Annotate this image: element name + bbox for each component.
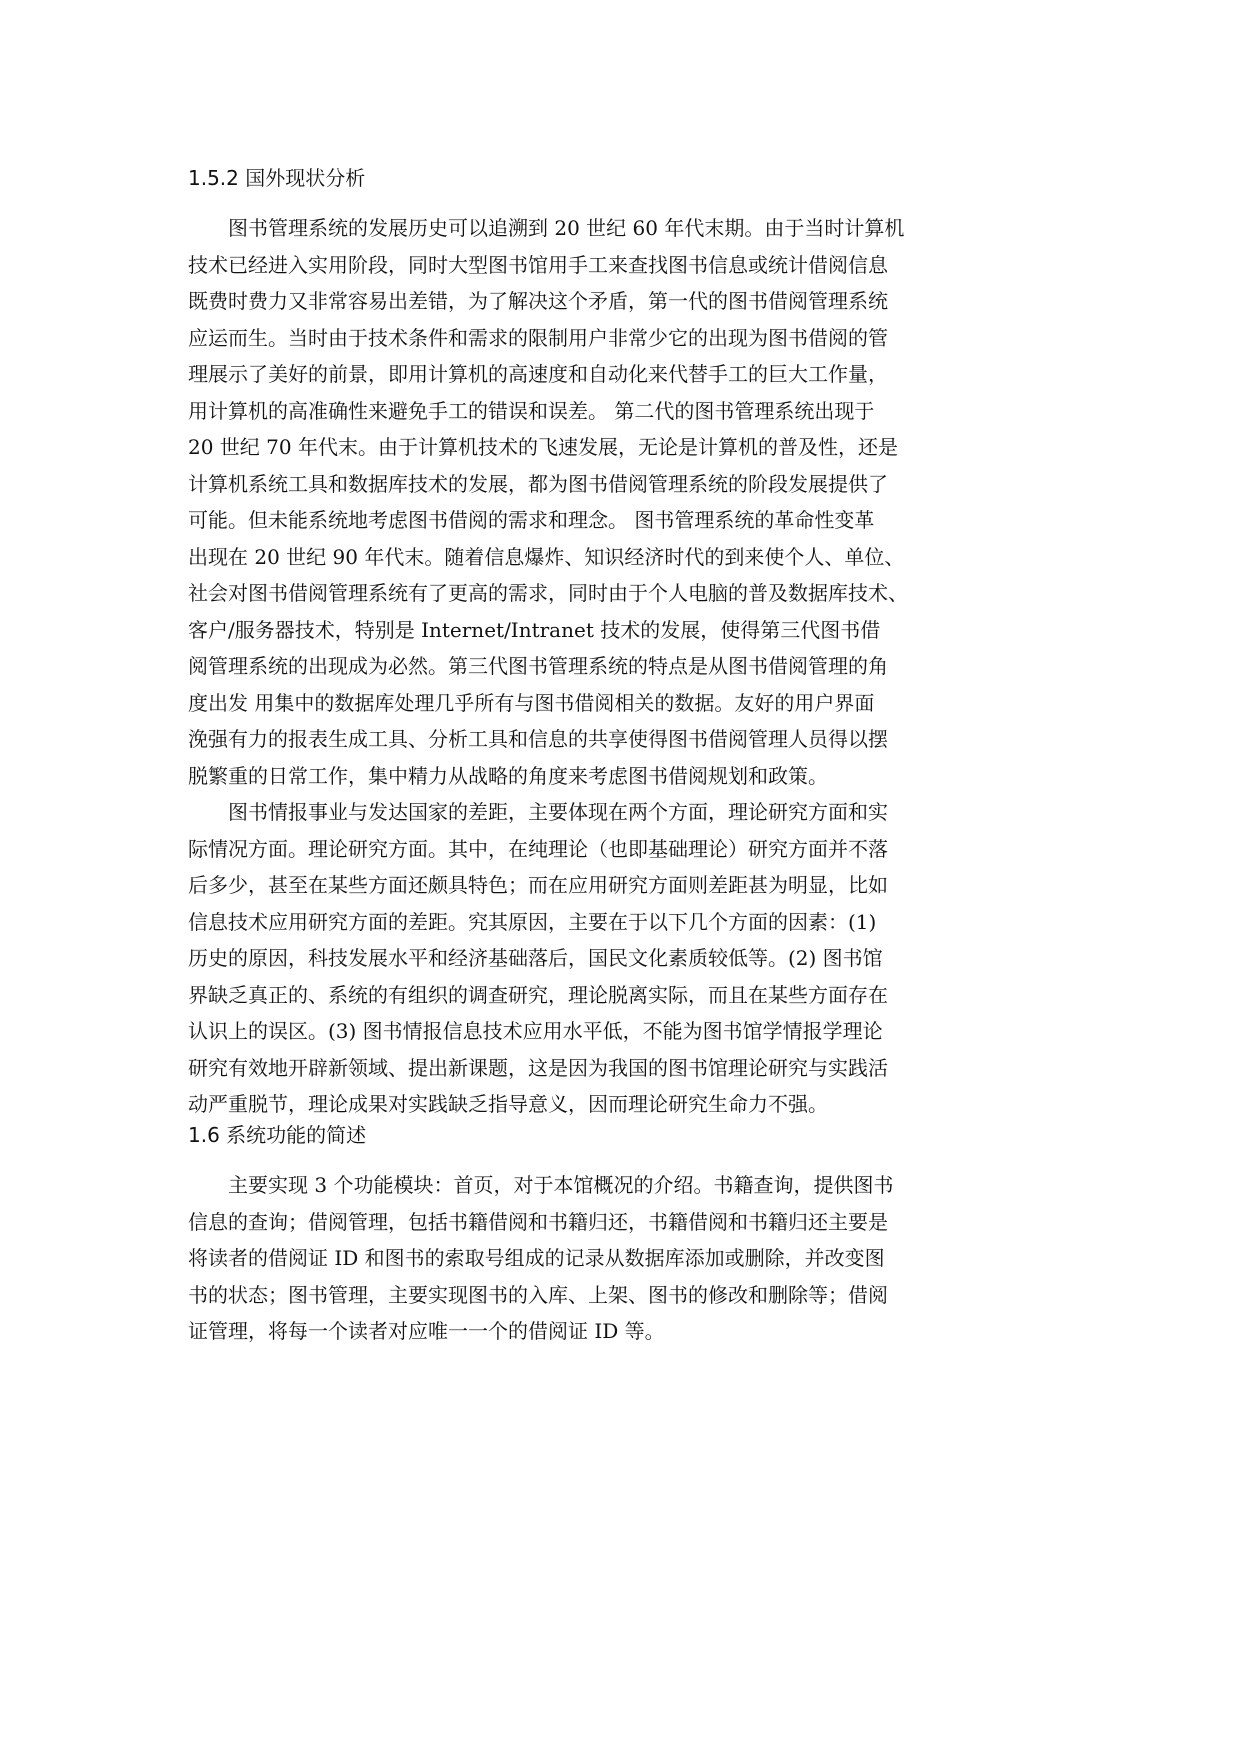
section-heading-1-6: 1.6 系统功能的简述 (188, 1123, 367, 1147)
text-line: 计算机系统工具和数据库技术的发展，都为图书借阅管理系统的阶段发展提供了 (188, 471, 888, 496)
text-line: 将读者的借阅证 ID 和图书的索取号组成的记录从数据库添加或删除，并改变图 (188, 1246, 885, 1270)
text-line: 可能。但未能系统地考虑图书借阅的需求和理念。 图书管理系统的革命性变革 (188, 508, 875, 532)
text-line: 认识上的误区。(3) 图书情报信息技术应用水平低，不能为图书馆学情报学理论 (188, 1019, 883, 1043)
text-line: 信息技术应用研究方面的差距。究其原因，主要在于以下几个方面的因素：(1) (188, 909, 877, 934)
paragraph-history (188, 210, 1068, 1123)
text-line: 动严重脱节，理论成果对实践缺乏指导意义，因而理论研究生命力不强。 (188, 1092, 828, 1116)
text-line: 既费时费力又非常容易出差错，为了解决这个矛盾，第一代的图书借阅管理系统 (188, 289, 888, 313)
text-line: 脱繁重的日常工作，集中精力从战略的角度来考虑图书借阅规划和政策。 (188, 763, 828, 788)
text-line: 图书情报事业与发达国家的差距，主要体现在两个方面，理论研究方面和实 (228, 800, 888, 824)
text-line: 阅管理系统的出现成为必然。第三代图书管理系统的特点是从图书借阅管理的角 (188, 654, 888, 678)
section-heading-1-5-2: 1.5.2 国外现状分析 (188, 166, 366, 190)
text-line: 证管理，将每一个读者对应唯一一个的借阅证 ID 等。 (188, 1319, 665, 1343)
text-line: 出现在 20 世纪 90 年代末。随着信息爆炸、知识经济时代的到来使个人、单位、 (188, 544, 905, 569)
text-line: 客户/服务器技术，特别是 Internet/Intranet 技术的发展，使得第三代图书借 (188, 617, 881, 642)
text-line: 用计算机的高准确性来避免手工的错误和误差。 第二代的图书管理系统出现于 (188, 398, 875, 423)
text-line: 书的状态；图书管理，主要实现图书的入库、上架、图书的修改和删除等；借阅 (188, 1282, 888, 1307)
text-line: 理展示了美好的前景，即用计算机的高速度和自动化来代替手工的巨大工作量， (188, 362, 888, 386)
text-line: 信息的查询；借阅管理，包括书籍借阅和书籍归还，书籍借阅和书籍归还主要是 (188, 1209, 888, 1234)
text-line: 20 世纪 70 年代末。由于计算机技术的飞速发展，无论是计算机的普及性，还是 (188, 435, 898, 459)
text-line: 应运而生。当时由于技术条件和需求的限制用户非常少它的出现为图书借阅的管 (188, 325, 888, 350)
text-line: 研究有效地开辟新领域、提出新课题，这是因为我国的图书馆理论研究与实践活 (188, 1055, 888, 1080)
text-line: 图书管理系统的发展历史可以追溯到 20 世纪 60 年代末期。由于当时计算机 (228, 216, 905, 240)
text-line: 界缺乏真正的、系统的有组织的调查研究，理论脱离实际，而且在某些方面存在 (188, 982, 888, 1007)
text-line: 度出发 用集中的数据库处理几乎所有与图书借阅相关的数据。友好的用户界面 (188, 690, 875, 715)
text-line: 技术已经进入实用阶段，同时大型图书馆用手工来查找图书信息或统计借阅信息 (188, 252, 888, 277)
text-line: 主要实现 3 个功能模块：首页，对于本馆概况的介绍。书籍查询，提供图书 (228, 1173, 894, 1197)
text-line: 浼强有力的报表生成工具、分析工具和信息的共享使得图书借阅管理人员得以摆 (188, 727, 888, 751)
paragraph-system-functions (188, 1167, 1068, 1350)
text-line: 历史的原因，科技发展水平和经济基础落后，国民文化素质较低等。(2) 图书馆 (188, 946, 883, 970)
text-line: 际情况方面。理论研究方面。其中，在纯理论（也即基础理论）研究方面并不落 (188, 836, 888, 861)
text-line: 后多少，甚至在某些方面还颇具特色；而在应用研究方面则差距甚为明显，比如 (188, 873, 888, 897)
text-line: 社会对图书借阅管理系统有了更高的需求，同时由于个人电脑的普及数据库技术、 (188, 581, 908, 605)
